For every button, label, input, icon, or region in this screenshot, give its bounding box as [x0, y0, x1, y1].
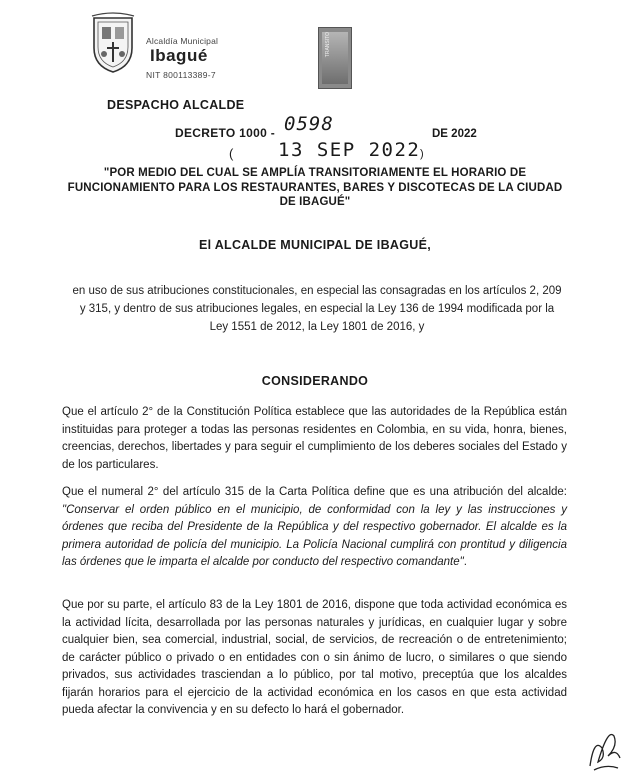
date-paren-close: ) [420, 148, 424, 160]
logo-subtitle: Alcaldía Municipal [146, 36, 219, 46]
paragraph-article-83: Que por su parte, el artículo 83 de la Ley 1801 de 2016, dispone que toda actividad económica es la actividad lícita, desarrollada por las personas naturales y jurídicas, en cualquier lugar y sobre cualquier bien, sea comercial, industrial, social, de servicios, de recreación o de entretenimiento; de carácter público o privado o en entidades con o sin ánimo de lucro, o similares o que siendo privados, sus actividades trasciendan a lo público, por tal motivo, preceptúa que los alcaldes fijarán horarios para el ejercicio de la actividad económica en los casos en que esta actividad pueda afectar la convivencia y en su defecto lo hará el gobernador. [62, 599, 567, 716]
paragraph-article-315-end: . [463, 556, 467, 568]
decree-date-stamp: 13 SEP 2022 [278, 139, 421, 161]
stamp-label: TRANSITO [325, 32, 331, 58]
date-paren-open: ( [229, 146, 234, 161]
paragraph-article-315-intro: Que el numeral 2° del artículo 315 de la Carta Política define que es una atribución del alcalde: [62, 486, 567, 498]
paragraph-article-315 [62, 484, 567, 572]
decree-year: DE 2022 [432, 128, 477, 140]
decree-number: 0598 [284, 113, 334, 135]
considerando-heading: CONSIDERANDO [261, 374, 369, 388]
logo-nit: NIT 800113389-7 [146, 70, 216, 80]
office-stamp [318, 27, 352, 89]
municipal-crest-logo [90, 12, 136, 74]
mayor-heading: El ALCALDE MUNICIPAL DE IBAGUÉ, [199, 238, 431, 252]
decree-title: "POR MEDIO DEL CUAL SE AMPLÍA TRANSITORIAMENTE EL HORARIO DE FUNCIONAMIENTO PARA LOS RESTAURANTES, BARES Y DISCOTECAS DE LA CIUDAD DE IBAGUÉ" [67, 167, 563, 208]
office-heading: DESPACHO ALCALDE [107, 98, 245, 112]
attributions-paragraph: en uso de sus atribuciones constitucionales, en especial las consagradas en los artículos 2, 209 y 315, y dentro de sus atribuciones legales, en especial la Ley 136 de 1994 modificada por la Ley 1551 de 2012, la Ley 1801 de 2016, y [72, 285, 562, 333]
paragraph-article-315-quote: "Conservar el orden público en el municipio, de conformidad con la ley y las instrucciones y órdenes que reciba del Presidente de la República y del respectivo gobernador. El alcalde es la primera autoridad de policía del municipio. La Policía Nacional cumplirá con prontitud y diligencia las órdenes que le imparta el alcalde por conducto del respectivo comandante" [62, 503, 567, 568]
paragraph-article-2: Que el artículo 2° de la Constitución Política establece que las autoridades de la República están instituidas para proteger a todas las personas residentes en Colombia, en su vida, honra, bienes, creencias, derechos, libertades y para seguir el cumplimiento de los deberes sociales del Estado y de los particulares. [62, 406, 567, 471]
decree-label: DECRETO 1000 - [175, 126, 276, 140]
logo-city-name: Ibagué [150, 46, 208, 65]
signature-mark [584, 718, 624, 773]
